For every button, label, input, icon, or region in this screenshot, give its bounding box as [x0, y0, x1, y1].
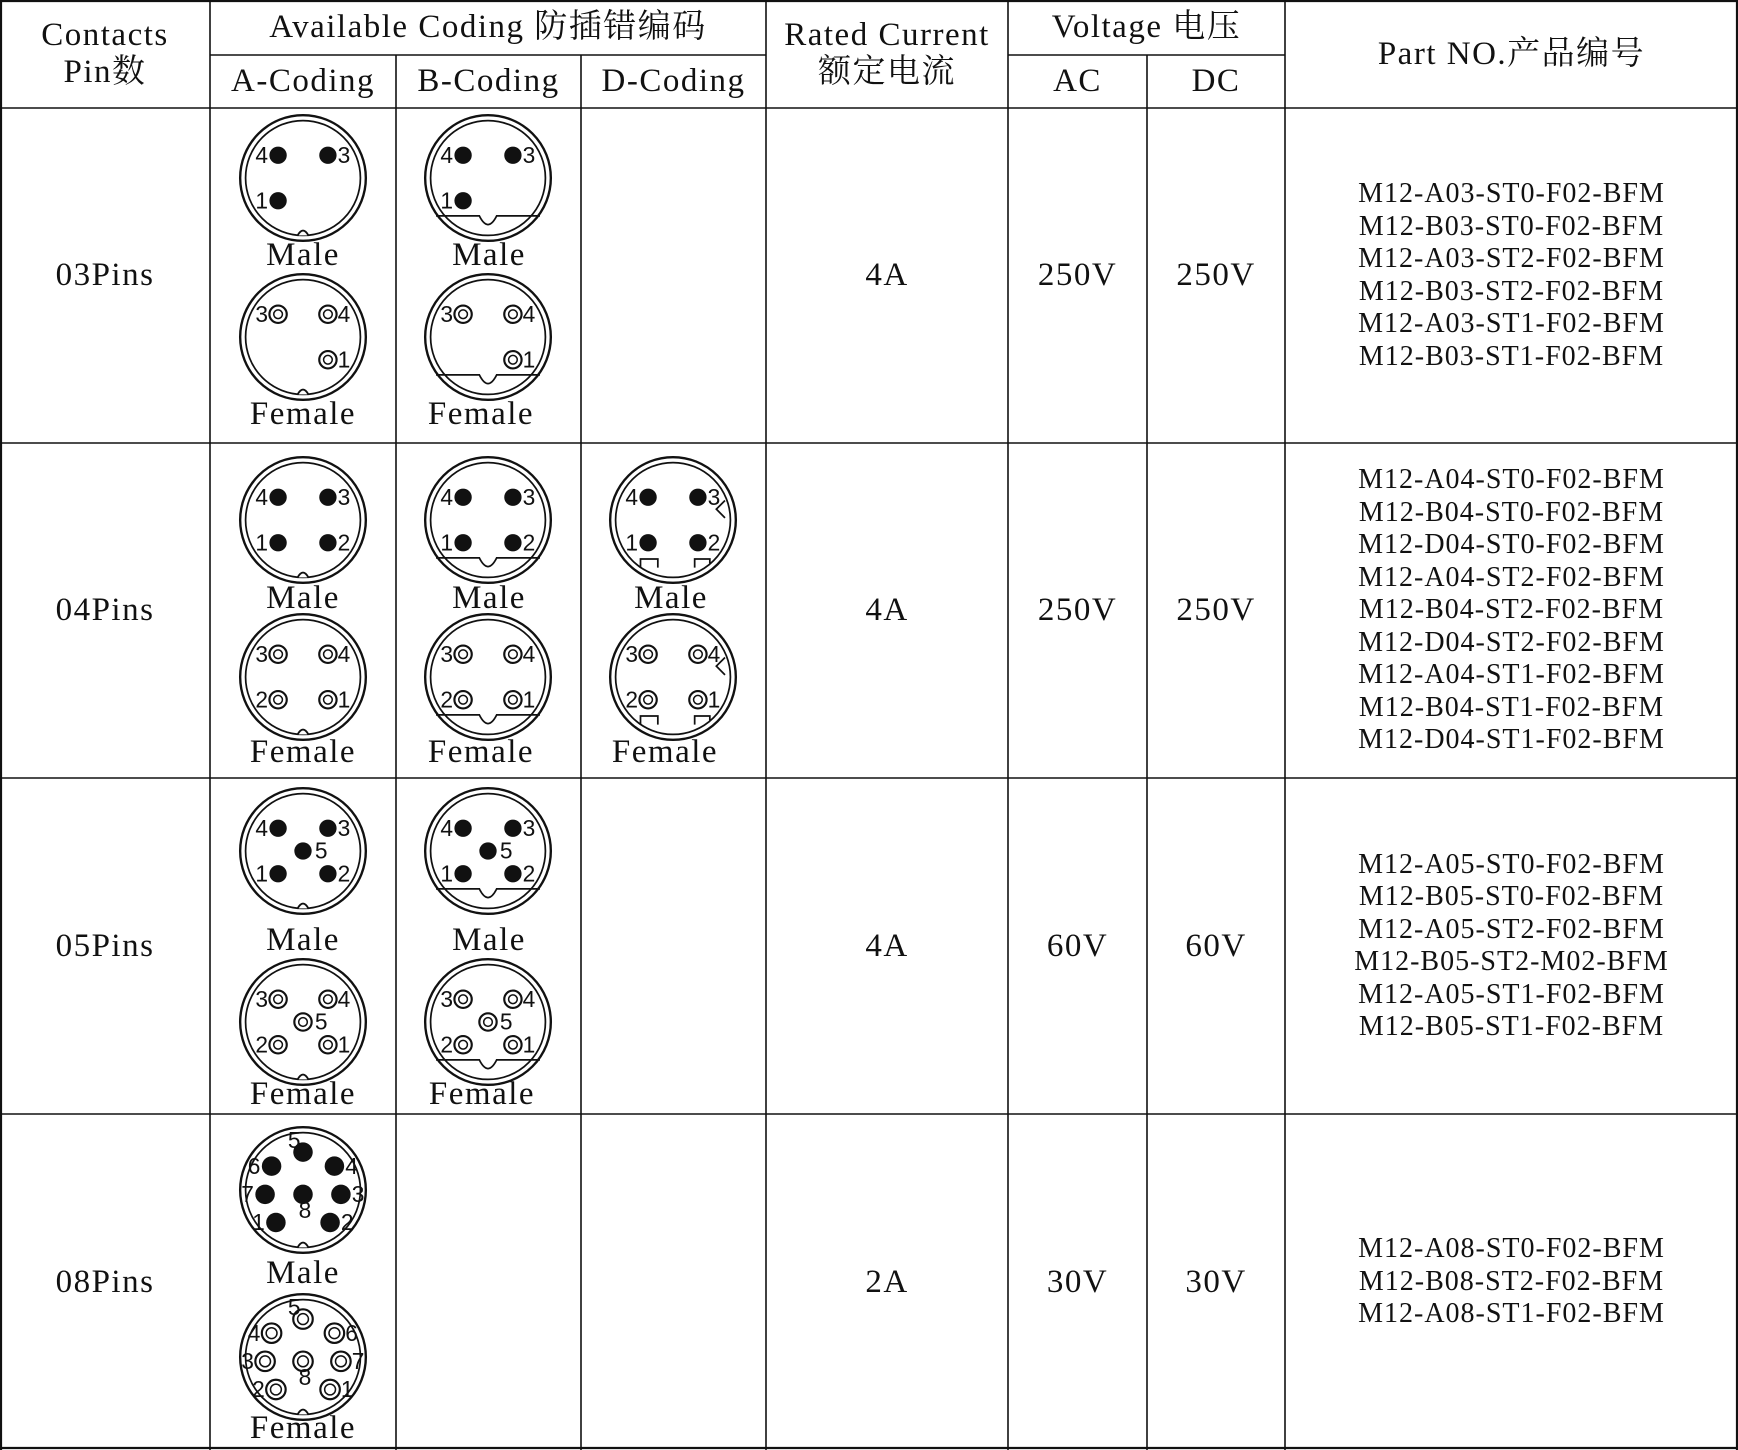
pin-number: 1	[255, 529, 268, 556]
male-label: Male	[266, 1255, 340, 1291]
part-number: M12-B03-ST1-F02-BFM	[1358, 340, 1665, 372]
part-number: M12-B08-ST2-F02-BFM	[1358, 1265, 1665, 1297]
pin-2-contact	[319, 865, 336, 882]
connector-outline	[240, 959, 366, 1085]
pin-number: 6	[247, 1152, 261, 1179]
pin-3-socket	[269, 991, 286, 1008]
pin-number: 4	[440, 814, 453, 841]
pin-2-contact	[504, 534, 521, 551]
female-label: Female	[249, 1076, 357, 1112]
pin-number: 3	[241, 1347, 254, 1374]
pin-3-contact	[331, 1185, 351, 1205]
pin-number: 4	[337, 300, 351, 327]
pin-number: 3	[522, 141, 536, 168]
part-number: M12-B04-ST0-F02-BFM	[1358, 496, 1665, 528]
pin-2-socket	[269, 1036, 286, 1053]
row-current-08: 2A	[865, 1263, 909, 1300]
pin-number: 4	[247, 1319, 261, 1346]
row-current-05: 4A	[865, 927, 909, 964]
pin-3-contact	[319, 489, 336, 506]
part-number: M12-A08-ST1-F02-BFM	[1358, 1298, 1665, 1330]
row-pins-03: 03Pins	[55, 257, 155, 294]
pin-number: 2	[255, 1031, 268, 1058]
pin-5-socket	[479, 1013, 496, 1030]
pin-number: 4	[625, 483, 638, 510]
header-dc: DC	[1191, 63, 1241, 100]
pin-1-socket	[504, 351, 521, 368]
pinout-05-b-male	[423, 786, 553, 916]
pin-3-socket	[269, 646, 286, 663]
row-dc-08: 30V	[1185, 1263, 1247, 1300]
pin-4-socket	[262, 1323, 282, 1343]
female-label: Female	[249, 396, 357, 432]
pin-number: 2	[440, 1031, 453, 1058]
pin-number: 4	[337, 985, 351, 1012]
part-number: M12-B05-ST1-F02-BFM	[1358, 1011, 1665, 1042]
connector-outline	[425, 115, 551, 241]
male-label: Male	[452, 580, 526, 616]
pin-2-socket	[454, 691, 471, 708]
part-number: M12-B05-ST2-M02-BFM	[1354, 946, 1669, 977]
pin-number: 3	[625, 640, 638, 667]
pin-number: 2	[337, 529, 351, 556]
pin-number: 4	[522, 640, 536, 667]
pin-number: 3	[255, 300, 268, 327]
pin-number: 1	[625, 529, 638, 556]
male-label: Male	[634, 580, 708, 616]
row-dc-04: 250V	[1176, 592, 1256, 629]
pin-3-contact	[689, 489, 706, 506]
pin-4-socket	[689, 646, 706, 663]
header-part-no: Part NO.产品编号	[1377, 35, 1646, 72]
pin-7-socket	[331, 1352, 351, 1372]
pin-number: 2	[252, 1376, 265, 1403]
row-current-03: 4A	[865, 257, 909, 294]
pinout-04-a-female	[238, 612, 368, 742]
part-number: M12-A05-ST1-F02-BFM	[1358, 978, 1665, 1010]
part-number: M12-A04-ST2-F02-BFM	[1358, 561, 1665, 593]
pin-3-socket	[255, 1352, 275, 1372]
pin-3-contact	[504, 489, 521, 506]
pin-number: 3	[337, 814, 351, 841]
pinout-04-a-male	[238, 455, 368, 585]
pin-number: 1	[440, 860, 453, 887]
pin-number: 3	[255, 640, 268, 667]
pin-4-contact	[325, 1156, 345, 1176]
pin-1-contact	[266, 1213, 286, 1233]
pin-number: 1	[255, 187, 268, 214]
pin-number: 4	[440, 483, 453, 510]
pin-number: 2	[707, 529, 721, 556]
pin-1-contact	[454, 534, 471, 551]
pin-4-contact	[269, 820, 286, 837]
pin-number: 3	[707, 483, 721, 510]
row-parts-03	[1285, 108, 1738, 443]
row-ac-04: 250V	[1037, 592, 1118, 629]
pin-number: 1	[707, 686, 721, 713]
row-pins-04: 04Pins	[55, 592, 155, 629]
pin-4-contact	[269, 489, 286, 506]
pin-number: 8	[298, 1197, 312, 1224]
pin-4-contact	[639, 489, 656, 506]
pinout-03-b-female	[423, 272, 553, 402]
pin-1-socket	[689, 691, 706, 708]
pin-number: 3	[440, 640, 453, 667]
pin-5-socket	[294, 1013, 311, 1030]
female-label: Female	[427, 396, 535, 432]
pin-4-socket	[504, 646, 521, 663]
part-number: M12-B05-ST0-F02-BFM	[1358, 881, 1665, 912]
pin-number: 4	[707, 640, 721, 667]
row-ac-05: 60V	[1046, 927, 1109, 964]
pinout-08-a-female	[238, 1292, 368, 1422]
pin-number: 1	[522, 1031, 536, 1058]
pinout-03-b-male	[423, 113, 553, 243]
row-ac-08: 30V	[1046, 1263, 1109, 1300]
part-number: M12-D04-ST0-F02-BFM	[1358, 529, 1665, 561]
pin-number: 1	[340, 1376, 354, 1403]
connector-outline	[425, 457, 551, 583]
pin-4-contact	[454, 820, 471, 837]
pin-number: 2	[522, 529, 536, 556]
pinout-05-b-female	[423, 957, 553, 1087]
header-rated-current: Rated Current 额定电流	[784, 17, 990, 90]
pin-number: 3	[337, 141, 351, 168]
pin-number: 2	[337, 860, 351, 887]
pinout-03-a-male	[238, 113, 368, 243]
pin-4-socket	[319, 991, 336, 1008]
part-number: M12-D04-ST1-F02-BFM	[1358, 724, 1665, 756]
row-dc-03: 250V	[1176, 257, 1256, 294]
pin-number: 2	[440, 686, 453, 713]
pinout-04-b-female	[423, 612, 553, 742]
female-label: Female	[249, 734, 357, 770]
row-parts-08	[1285, 1114, 1738, 1450]
pin-number: 7	[241, 1180, 254, 1207]
pin-number: 2	[625, 686, 638, 713]
pin-1-socket	[504, 1036, 521, 1053]
connector-outline	[425, 614, 551, 740]
pinout-04-d-female	[608, 612, 738, 742]
pinout-05-a-male	[238, 786, 368, 916]
pinout-05-a-female	[238, 957, 368, 1087]
pin-1-socket	[319, 1036, 336, 1053]
male-label: Male	[452, 237, 526, 273]
pin-number: 4	[337, 640, 351, 667]
male-label: Male	[266, 922, 340, 958]
pin-number: 2	[522, 860, 536, 887]
pin-2-contact	[320, 1213, 340, 1233]
pin-5-contact	[294, 842, 311, 859]
connector-outline	[240, 457, 366, 583]
pin-number: 3	[440, 985, 453, 1012]
part-number: M12-A04-ST1-F02-BFM	[1358, 659, 1665, 691]
pin-number: 6	[345, 1319, 358, 1346]
pin-2-socket	[454, 1036, 471, 1053]
pin-number: 4	[440, 141, 453, 168]
row-dc-05: 60V	[1185, 927, 1247, 964]
pin-number: 1	[337, 686, 351, 713]
pin-number: 5	[499, 837, 513, 864]
pin-1-contact	[269, 865, 286, 882]
pin-number: 1	[440, 529, 453, 556]
pin-1-contact	[269, 192, 286, 209]
pinout-04-d-male	[608, 455, 738, 585]
row-parts-04	[1285, 443, 1738, 778]
pin-6-socket	[325, 1323, 345, 1343]
connector-outline	[610, 457, 736, 583]
pin-number: 4	[255, 814, 268, 841]
connector-outline	[425, 959, 551, 1085]
pin-1-contact	[454, 865, 471, 882]
pin-number: 5	[287, 1126, 301, 1153]
pinout-08-a-male	[238, 1125, 368, 1255]
connector-outline	[240, 614, 366, 740]
part-number: M12-A08-ST0-F02-BFM	[1358, 1233, 1665, 1265]
pin-3-socket	[454, 306, 471, 323]
pin-number: 5	[314, 1008, 328, 1035]
pin-4-contact	[454, 147, 471, 164]
connector-outline	[610, 614, 736, 740]
pin-3-contact	[504, 820, 521, 837]
pin-4-contact	[269, 147, 286, 164]
row-pins-05: 05Pins	[55, 927, 155, 964]
female-label: Female	[611, 734, 719, 770]
pin-3-socket	[454, 991, 471, 1008]
pin-4-contact	[454, 489, 471, 506]
part-number: M12-A03-ST2-F02-BFM	[1358, 243, 1665, 274]
row-ac-03: 250V	[1037, 257, 1118, 294]
pin-3-socket	[639, 646, 656, 663]
header-b-coding: B-Coding	[417, 63, 560, 100]
male-label: Male	[266, 580, 340, 616]
pin-6-contact	[262, 1156, 282, 1176]
connector-outline	[425, 274, 551, 400]
part-number: M12-A03-ST0-F02-BFM	[1358, 178, 1665, 209]
pin-number: 1	[252, 1209, 265, 1236]
male-label: Male	[452, 922, 526, 958]
pin-number: 5	[499, 1008, 513, 1035]
pin-number: 3	[522, 814, 536, 841]
header-voltage: Voltage 电压	[1051, 9, 1242, 46]
part-number: M12-A04-ST0-F02-BFM	[1358, 464, 1665, 496]
pin-number: 3	[351, 1180, 365, 1207]
header-ac: AC	[1053, 63, 1102, 100]
pin-number: 1	[522, 686, 536, 713]
header-d-coding: D-Coding	[601, 63, 746, 100]
part-number: M12-B03-ST2-F02-BFM	[1358, 275, 1665, 307]
header-available-coding: Available Coding 防插错编码	[269, 9, 707, 46]
row-pins-08: 08Pins	[55, 1263, 155, 1300]
pin-4-socket	[504, 306, 521, 323]
pin-number: 3	[440, 300, 453, 327]
female-label: Female	[427, 734, 535, 770]
pin-3-contact	[319, 820, 336, 837]
pin-number: 1	[255, 860, 268, 887]
part-number: M12-B04-ST2-F02-BFM	[1358, 594, 1665, 626]
pin-1-contact	[454, 192, 471, 209]
part-number: M12-B04-ST1-F02-BFM	[1358, 691, 1665, 723]
pin-number: 1	[522, 346, 536, 373]
pin-3-socket	[454, 646, 471, 663]
connector-outline	[240, 115, 366, 241]
pin-number: 1	[337, 1031, 351, 1058]
pin-5-contact	[479, 842, 496, 859]
pin-4-socket	[504, 991, 521, 1008]
pin-number: 4	[255, 141, 268, 168]
pin-number: 4	[522, 300, 536, 327]
pin-1-socket	[320, 1380, 340, 1400]
pin-2-socket	[266, 1380, 286, 1400]
part-number: M12-A03-ST1-F02-BFM	[1358, 308, 1665, 339]
pin-3-contact	[504, 147, 521, 164]
part-number: M12-D04-ST2-F02-BFM	[1358, 626, 1665, 658]
pin-number: 5	[314, 837, 328, 864]
pin-number: 3	[337, 483, 351, 510]
part-number: M12-B03-ST0-F02-BFM	[1358, 210, 1665, 242]
female-label: Female	[249, 1410, 357, 1446]
pin-number: 4	[255, 483, 268, 510]
part-number: M12-A05-ST0-F02-BFM	[1358, 848, 1665, 880]
pin-number: 5	[287, 1293, 301, 1320]
pin-2-socket	[639, 691, 656, 708]
pin-2-contact	[319, 534, 336, 551]
pin-2-contact	[504, 865, 521, 882]
female-label: Female	[428, 1076, 536, 1112]
part-number: M12-A05-ST2-F02-BFM	[1358, 913, 1665, 945]
pin-number: 2	[340, 1209, 354, 1236]
pinout-04-b-male	[423, 455, 553, 585]
row-parts-05	[1285, 778, 1738, 1114]
pin-1-contact	[639, 534, 656, 551]
row-current-04: 4A	[865, 592, 909, 629]
pin-1-socket	[504, 691, 521, 708]
header-contacts: Contacts Pin数	[41, 17, 169, 90]
pin-number: 3	[255, 985, 268, 1012]
pin-number: 8	[298, 1364, 312, 1391]
pin-number: 2	[255, 686, 268, 713]
pin-3-socket	[269, 306, 286, 323]
header-a-coding: A-Coding	[231, 63, 375, 100]
pin-number: 1	[337, 346, 351, 373]
pin-7-contact	[255, 1185, 275, 1205]
pin-number: 3	[522, 483, 536, 510]
pin-4-socket	[319, 306, 336, 323]
connector-outline	[240, 274, 366, 400]
pin-number: 7	[351, 1347, 365, 1374]
pin-2-socket	[269, 691, 286, 708]
pin-number: 1	[440, 187, 453, 214]
pin-4-socket	[319, 646, 336, 663]
pin-1-socket	[319, 691, 336, 708]
pin-1-socket	[319, 351, 336, 368]
pin-3-contact	[319, 147, 336, 164]
pinout-03-a-female	[238, 272, 368, 402]
pin-number: 4	[345, 1152, 358, 1179]
male-label: Male	[266, 237, 340, 273]
pin-1-contact	[269, 534, 286, 551]
pin-number: 4	[522, 985, 536, 1012]
pin-2-contact	[689, 534, 706, 551]
